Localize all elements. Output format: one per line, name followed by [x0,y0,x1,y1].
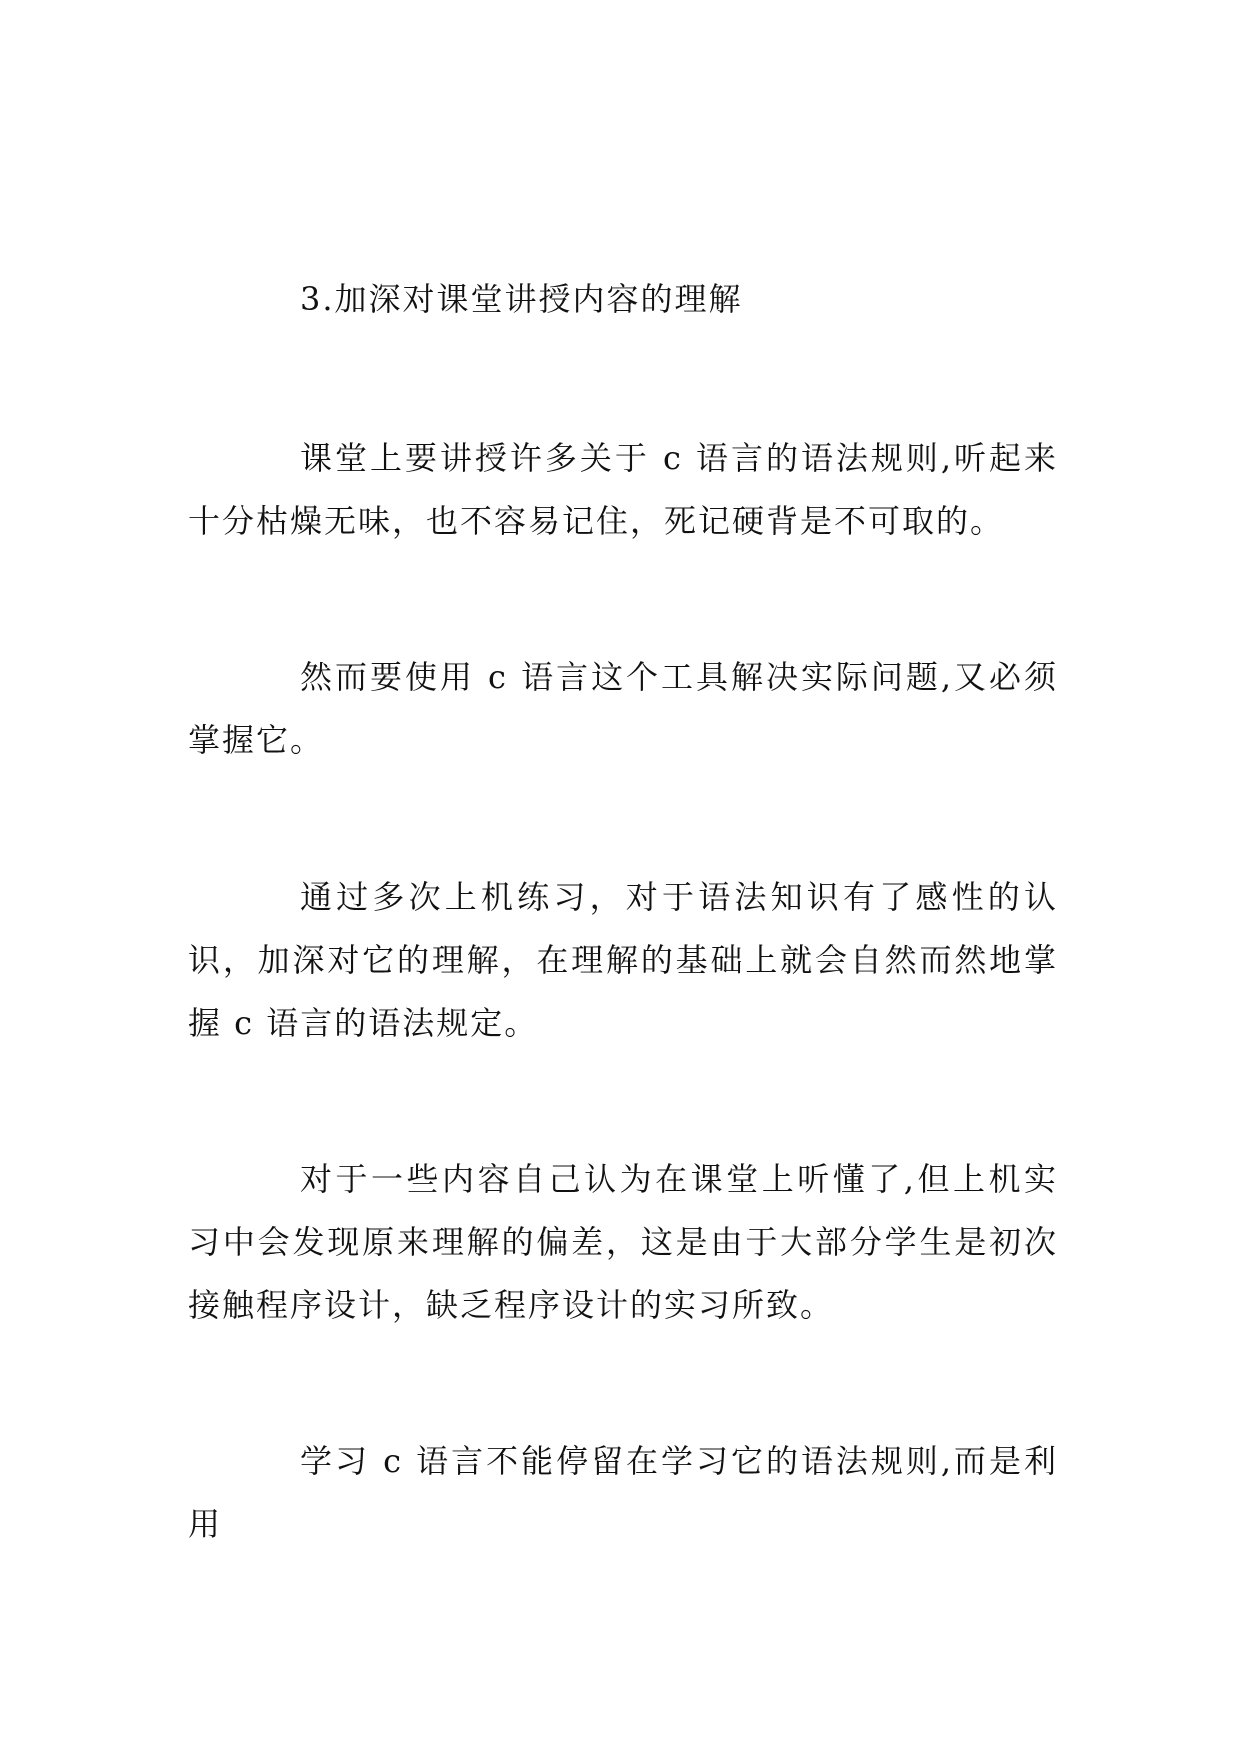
paragraph-1: 课堂上要讲授许多关于 c 语言的语法规则,听起来十分枯燥无味，也不容易记住，死记硬背是不可取的。 [188,439,1058,540]
paragraph-5: 学习 c 语言不能停留在学习它的语法规则,而是利用 [188,1442,1058,1543]
section-heading: 3.加深对课堂讲授内容的理解 [300,280,743,318]
paragraph-4: 对于一些内容自己认为在课堂上听懂了,但上机实习中会发现原来理解的偏差，这是由于大部分学生是初次接触程序设计，缺乏程序设计的实习所致。 [188,1160,1058,1324]
paragraph-2: 然而要使用 c 语言这个工具解决实际问题,又必须掌握它。 [188,658,1058,759]
paragraph-3: 通过多次上机练习，对于语法知识有了感性的认识，加深对它的理解，在理解的基础上就会自然而然地掌握 c 语言的语法规定。 [188,878,1058,1042]
